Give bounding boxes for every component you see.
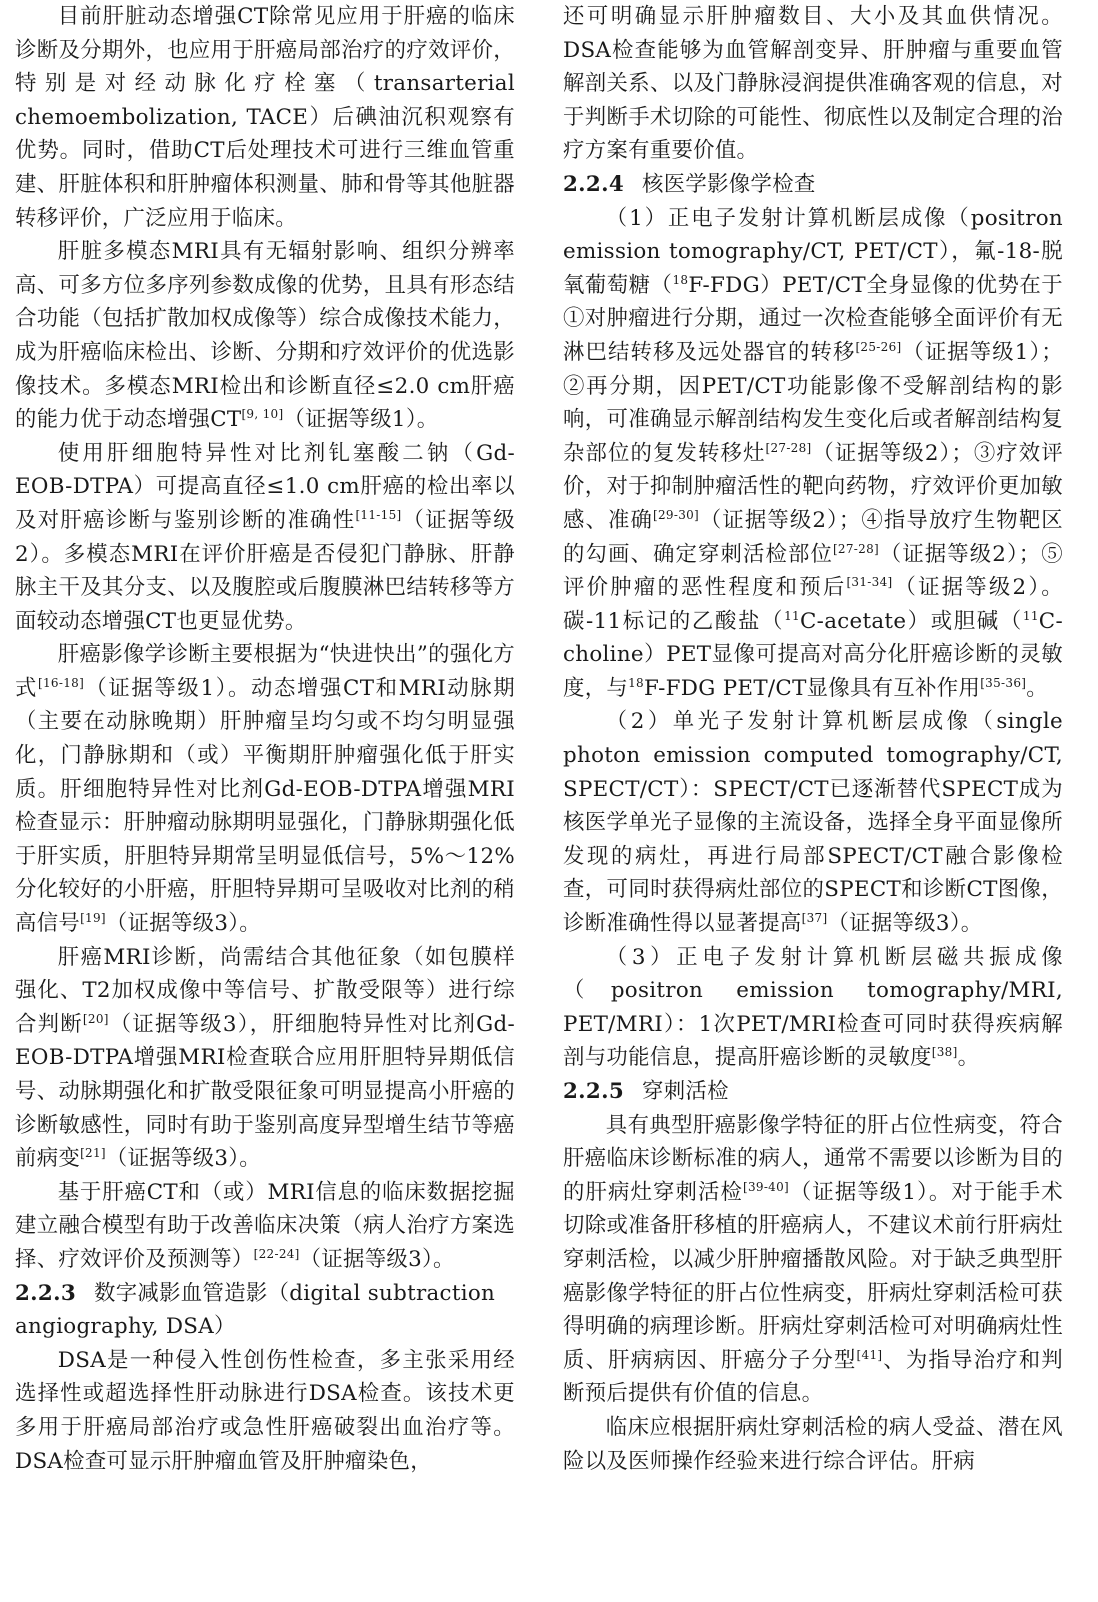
citation: [31-34] [846, 574, 893, 589]
citation: [16-18] [38, 675, 85, 690]
right-column [563, 0, 1063, 1478]
citation: [25-26] [855, 339, 902, 354]
paragraph-biopsy: 具有典型肝癌影像学特征的肝占位性病变，符合肝癌临床诊断标准的病人，通常不需要以诊断为目的的肝病灶穿刺活检[39-40]（证据等级1）。对于能手术切除或准备肝移植的肝癌病人，不建议术前行肝病灶穿刺活检，以减少肝肿瘤播散风险。对于缺乏典型肝癌影像学特征的肝占位性病变，肝病灶穿刺活检可获得明确的病理诊断。肝病灶穿刺活检可对明确病灶性质、肝病病因、肝癌分子分型[41]、为指导治疗和判断预后提供有价值的信息。 [563, 1112, 1064, 1407]
isotope-mass: 18 [628, 675, 644, 690]
paragraph-dsa-continued: 还可明确显示肝肿瘤数目、大小及其血供情况。DSA检查能够为血管解剖变异、肝肿瘤与重要血管解剖关系、以及门静脉浸润提供准确客观的信息，对于判断手术切除的可能性、彻底性以及制定合理的治疗方案有重要价值。 [563, 4, 1063, 164]
paragraph-ct-application: 目前肝脏动态增强CT除常见应用于肝癌的临床诊断及分期外，也应用于肝癌局部治疗的疗效评价，特别是对经动脉化疗栓塞（transarterial chemoembolization, TACE）后碘油沉积观察有优势。同时，借助CT后处理技术可进行三维血管重建、肝脏体积和肝肿瘤体积测量、肺和骨等其他脏器转移评价，广泛应用于临床。 [15, 4, 515, 231]
paragraph-imaging-diagnosis: 肝癌影像学诊断主要根据为“快进快出”的强化方式[16-18]（证据等级1）。动态增强CT和MRI动脉期（主要在动脉晚期）肝肿瘤呈均匀或不均匀明显强化，门静脉期和（或）平衡期肝肿瘤强化低于肝实质。肝细胞特异性对比剂Gd-EOB-DTPA增强MRI检查显示：肝肿瘤动脉期明显强化，门静脉期强化低于肝实质，肝胆特异期常呈明显低信号，5%～12%分化较好的小肝癌，肝胆特异期可呈吸收对比剂的稍高信号[19]（证据等级3）。 [15, 642, 515, 937]
citation: [20] [82, 1011, 109, 1026]
paragraph-biopsy-assessment: 临床应根据肝病灶穿刺活检的病人受益、潜在风险以及医师操作经验来进行综合评估。肝病 [563, 1414, 1063, 1474]
paragraph-dsa: DSA是一种侵入性创伤性检查，多主张采用经选择性或超选择性肝动脉进行DSA检查。该技术更多用于肝癌局部治疗或急性肝癌破裂出血治疗等。DSA检查可显示肝肿瘤血管及肝肿瘤染色， [15, 1347, 515, 1474]
citation: [37] [801, 910, 828, 925]
isotope-mass: 18 [672, 272, 689, 287]
paragraph-mri-diagnosis: 肝癌MRI诊断，尚需结合其他征象（如包膜样强化、T2加权成像中等信号、扩散受限等）进行综合判断[20]（证据等级3），肝细胞特异性对比剂Gd-EOB-DTPA增强MRI检查联合应用肝胆特异期低信号、动脉期强化和扩散受限征象可明显提高小肝癌的诊断敏感性，同时有助于鉴别高度异型增生结节等癌前病变[21]（证据等级3）。 [15, 944, 515, 1172]
citation: [41] [856, 1347, 883, 1362]
section-heading-2-2-4: 2.2.4 核医学影像学检查 [563, 171, 816, 197]
citation: [22-24] [253, 1246, 300, 1261]
left-column [15, 0, 515, 1478]
isotope-mass: 11 [784, 608, 800, 623]
citation: [21] [80, 1146, 106, 1161]
paragraph-data-mining: 基于肝癌CT和（或）MRI信息的临床数据挖掘建立融合模型有助于改善临床决策（病人治疗方案选择、疗效评价及预测等）[22-24]（证据等级3）。 [15, 1179, 515, 1272]
paragraph-mri-advantages: 肝脏多模态MRI具有无辐射影响、组织分辨率高、可多方位多序列参数成像的优势，且具有形态结合功能（包括扩散加权成像等）综合成像技术能力，成为肝癌临床检出、诊断、分期和疗效评价的优选影像技术。多模态MRI检出和诊断直径≤2.0 cm肝癌的能力优于动态增强CT[9, 10]（证据等级1）。 [15, 239, 515, 433]
citation: [29-30] [652, 507, 700, 522]
citation: [9, 10] [241, 407, 284, 421]
paragraph-gd-eob-dtpa: 使用肝细胞特异性对比剂钆塞酸二钠（Gd-EOB-DTPA）可提高直径≤1.0 cm肝癌的检出率以及对肝癌诊断与鉴别诊断的准确性[11-15]（证据等级2）。多模态MRI在评价肝癌是否侵犯门静脉、肝静脉主干及其分支、以及腹腔或后腹膜淋巴结转移等方面较动态增强CT也更显优势。 [15, 440, 515, 634]
isotope-mass: 11 [1022, 608, 1039, 623]
paragraph-spect-ct: （2）单光子发射计算机断层成像（single photon emission computed tomography/CT, SPECT/CT）：SPECT/CT已逐渐替代SPECT成为核医学单光子显像的主流设备，选择全身平面显像所发现的病灶，再进行局部SPECT/CT融合影像检查，可同时获得病灶部位的SPECT和诊断CT图像，诊断准确性得以显著提高[37]（证据等级3）。 [563, 709, 1063, 937]
paragraph-pet-mri: （3）正电子发射计算机断层磁共振成像（positron emission tomography/MRI, PET/MRI）：1次PET/MRI检查可同时获得疾病解剖与功能信息，提高肝癌诊断的灵敏度[38]。 [563, 944, 1063, 1071]
section-heading-2-2-5: 2.2.5 穿刺活检 [563, 1079, 729, 1104]
citation: [11-15] [355, 507, 402, 522]
citation: [27-28] [832, 541, 880, 556]
section-heading-2-2-3: 2.2.3 数字减影血管造影（digital subtraction angiography, DSA） [15, 1280, 496, 1340]
paragraph-pet-ct: （1）正电子发射计算机断层成像（positron emission tomography/CT, PET/CT），氟-18-脱氧葡萄糖（$^{18}$F-FDG）PET/CT全身显像的优势在于①对肿瘤进行分期，通过一次检查能够全面评价有无淋巴结转移及远处器官的转移[25-26]（证据等级1）；②再分期，因PET/CT功能影像不受解剖结构的影响，可准确显示解剖结构发生变化后或者解剖结构复杂部位的复发转移灶[27-28]（证据等级2）；③疗效评价，对于抑制肿瘤活性的靶向药物，疗效评价更加敏感、准确[29-30]（证据等级2）；④指导放疗生物靶区的勾画、确定穿刺活检部位[27-28]（证据等级2）；⑤评价肿瘤的恶性程度和预后[31-34]（证据等级2）。碳-11标记的乙酸盐（$^{11}$C-acetate）或胆碱（$^{11}$C-choline）PET显像可提高对高分化肝癌诊断的灵敏度，与$^{18}$F-FDG PET/CT显像具有互补作用[35-36]。 [563, 205, 1064, 701]
citation: [38] [931, 1045, 958, 1060]
citation: [39-40] [742, 1179, 790, 1194]
citation: [19] [80, 910, 106, 925]
citation: [27-28] [765, 440, 812, 455]
citation: [35-36] [980, 675, 1027, 690]
